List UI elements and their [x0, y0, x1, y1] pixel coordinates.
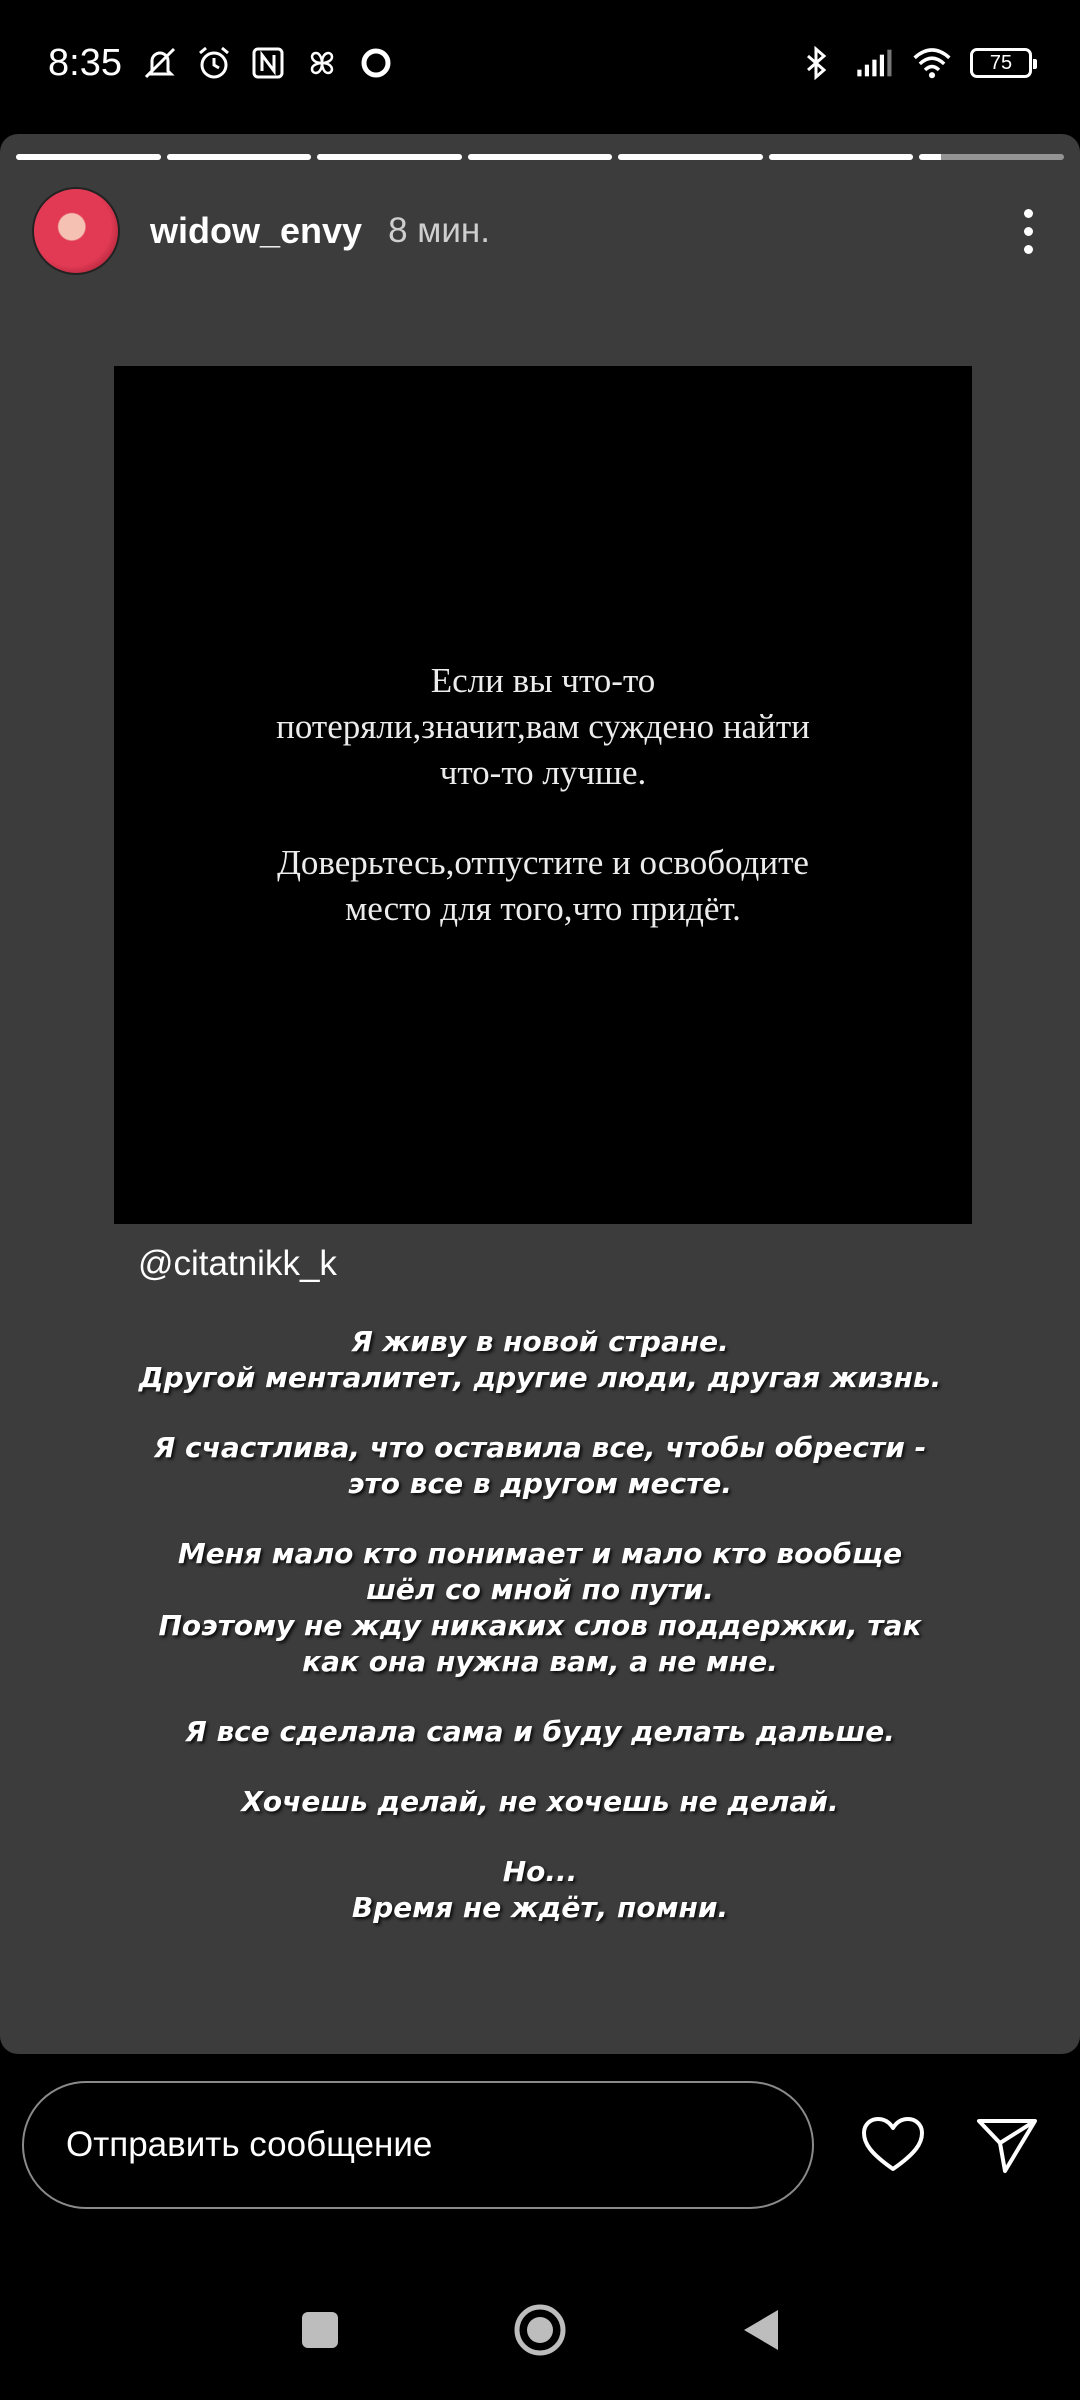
progress-segment: [167, 154, 312, 160]
quote-line: Если вы что-то: [430, 661, 656, 700]
quote-line: Доверьтесь,отпустите и освободите: [277, 843, 809, 882]
caption-line: Хочешь делай, не хочешь не делай.: [241, 1785, 839, 1818]
back-button[interactable]: [730, 2300, 790, 2360]
caption-line: шёл со мной по пути.: [366, 1573, 714, 1606]
battery-icon: [970, 48, 1032, 78]
quote-line: что-то лучше.: [439, 753, 647, 792]
reply-bar: [22, 2080, 1058, 2210]
story-view[interactable]: [0, 134, 1080, 2054]
username[interactable]: widow_envy: [150, 210, 363, 251]
progress-segment: [919, 154, 1064, 160]
progress-segment: [16, 154, 161, 160]
caption-line: Меня мало кто понимает и мало кто вообще: [177, 1537, 903, 1570]
ring-icon: [356, 43, 396, 83]
story-header: [32, 186, 1048, 276]
progress-segment: [769, 154, 914, 160]
caption-line: Поэтому не жду никаких слов поддержки, так: [158, 1609, 922, 1642]
caption-line: как она нужна вам, а не мне.: [302, 1645, 778, 1678]
message-placeholder: Отправить сообщение: [66, 2125, 433, 2164]
signal-icon: [854, 43, 894, 83]
caption-line: Но...: [502, 1855, 578, 1888]
more-options-button[interactable]: [1008, 196, 1048, 266]
send-icon[interactable]: [972, 2110, 1042, 2180]
status-time: 8:35: [48, 41, 122, 84]
bluetooth-icon: [796, 43, 836, 83]
story-caption: [90, 1324, 990, 1926]
heart-icon[interactable]: [858, 2110, 928, 2180]
home-button[interactable]: [510, 2300, 570, 2360]
quote-line: потеряли,значит,вам суждено найти: [276, 707, 810, 746]
quote-image: [114, 366, 972, 1224]
dot-icon: [1024, 245, 1033, 254]
avatar[interactable]: [32, 187, 120, 275]
time-ago: 8 мин.: [388, 211, 490, 250]
nfc-icon: [248, 43, 288, 83]
battery-level: 75: [989, 51, 1013, 74]
wifi-icon: [912, 43, 952, 83]
pinwheel-icon: [302, 43, 342, 83]
progress-segment: [618, 154, 763, 160]
quote-line: место для того,что придёт.: [345, 889, 741, 928]
dot-icon: [1024, 209, 1033, 218]
caption-line: это все в другом месте.: [347, 1467, 733, 1500]
story-progress: [16, 154, 1064, 160]
caption-line: Другой менталитет, другие люди, другая жизнь.: [138, 1361, 942, 1394]
mention-sticker[interactable]: @citatnikk_k: [138, 1244, 337, 1283]
caption-line: Я все сделала сама и буду делать дальше.: [185, 1715, 895, 1748]
message-input[interactable]: [22, 2081, 814, 2209]
recents-button[interactable]: [290, 2300, 350, 2360]
progress-segment: [468, 154, 613, 160]
caption-line: Я счастлива, что оставила все, чтобы обрести -: [153, 1431, 927, 1464]
progress-segment: [317, 154, 462, 160]
mute-icon: [140, 43, 180, 83]
caption-line: Время не ждёт, помни.: [351, 1891, 729, 1924]
alarm-icon: [194, 43, 234, 83]
quote-text: [183, 658, 903, 932]
navigation-bar: [0, 2290, 1080, 2370]
status-bar: [0, 0, 1080, 126]
dot-icon: [1024, 227, 1033, 236]
caption-line: Я живу в новой стране.: [351, 1325, 729, 1358]
